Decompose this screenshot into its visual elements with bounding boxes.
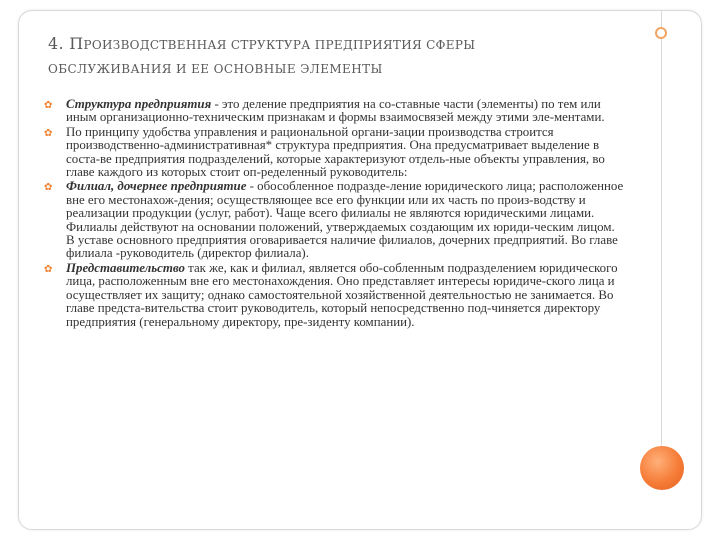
bullet-marker-icon: ✿ (44, 263, 53, 275)
bullet-term: Представительство (66, 260, 185, 275)
decorative-ring-icon (655, 27, 667, 39)
title-line-2: ОБСЛУЖИВАНИЯ И ЕЕ ОСНОВНЫЕ ЭЛЕМЕНТЫ (48, 62, 383, 76)
bullet-body: - обособленное подразде-ление юридического лица; расположенное вне его местонахож-дения; осуществляющее все его функции или их часть по произ-водству и реализации продукции (услуг, работ). Чаще всего филиалы не являются юридическими лицами. Филиалы действуют на основании положений, утверждаемых создающим их юриди-ческим лицом. В уставе основного предприятия оговаривается наличие филиалов, дочерних предприятий. Во главе филиала -руководитель (директор филиала). (66, 179, 624, 261)
bullet-item (44, 262, 626, 329)
bullet-text (60, 180, 626, 260)
bullet-text (60, 98, 626, 125)
bullet-item (44, 126, 626, 180)
decorative-circle-icon (640, 446, 684, 490)
bullet-body: По принципу удобства управления и рациональной органи-зации производства строится производственно-административная* структура предприятия. Она предусматривает выделение в соста-ве предприятия подразделений, которые характеризуют отдель-ные объекты управления, во главе каждого из которых стоит оп-ределенный руководитель: (66, 124, 605, 180)
bullet-marker-icon: ✿ (44, 182, 53, 194)
bullet-marker-icon: ✿ (44, 100, 53, 111)
title-rest: РОИЗВОДСТВЕННАЯ СТРУКТУРА ПРЕДПРИЯТИЯ СФЕРЫ (83, 38, 476, 52)
bullet-term: Структура предприятия (66, 97, 212, 111)
bullet-marker-icon: ✿ (44, 127, 53, 139)
bullet-text (60, 262, 626, 329)
title-number: 4. П (48, 34, 84, 53)
bullet-item (44, 98, 626, 125)
decorative-rule (661, 10, 662, 450)
bullet-list (44, 98, 626, 330)
bullet-body: так же, как и филиал, является обо-собленным подразделением юридического лица, расположенным вне его местонахождения. Оно представляет интересы юридиче-ского лица и осуществляет их защиту; однако самостоятельной хозяйственной деятельностью не занимается. Во главе предста-вительства стоит руководитель, который непосредственно под-чиняется директору предприятия (генеральному директору, пре-зиденту компании). (66, 260, 618, 329)
bullet-item (44, 180, 626, 260)
bullet-term: Филиал, дочернее предприятие (66, 179, 247, 194)
bullet-text (60, 126, 626, 180)
slide-title (48, 34, 648, 79)
bullet-body: - это деление предприятия на со-ставные части (элементы) по тем или иным организационно-техническим признакам и формы взаимосвязей между этими эле-ментами. (66, 97, 605, 125)
title-line-1 (48, 34, 648, 55)
